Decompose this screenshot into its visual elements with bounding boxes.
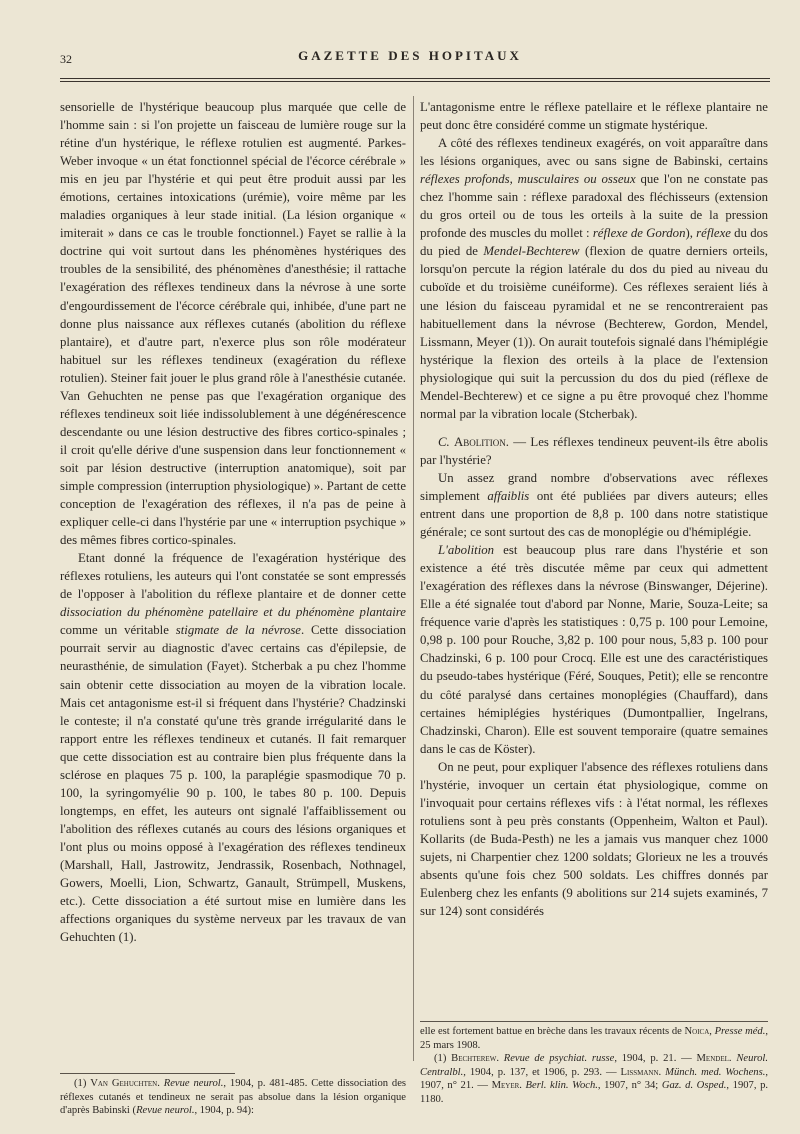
text-run: , 1907, p. 1180. <box>420 1080 769 1105</box>
left-column <box>60 98 406 946</box>
text-run: . <box>519 1080 526 1092</box>
journal-title: GAZETTE DES HOPITAUX <box>298 48 522 63</box>
footnote-journal: Revue neurol. <box>136 1105 195 1117</box>
italic-run: L'abolition <box>438 543 495 558</box>
right-column <box>420 98 768 920</box>
text-run: , 1904, p. 481-485. Cette dissociation des réflexes cutanés et tendineux ne serait pas absolue dans la lésion organique d'après Babinski ( <box>60 1078 407 1117</box>
text-run: , 1904, p. 94): <box>194 1105 254 1117</box>
running-header <box>60 48 760 68</box>
text-run: . <box>496 1053 504 1065</box>
footnote-journal: Revue neurol. <box>163 1078 224 1089</box>
section-heading <box>420 433 768 469</box>
italic-run: stigmate de la névrose <box>175 623 301 638</box>
footnote-rule <box>60 1073 235 1074</box>
paragraph <box>420 469 768 541</box>
footnote-author: Bechterew <box>451 1053 497 1065</box>
footnote <box>420 1052 768 1106</box>
footnote-author: Meyer <box>491 1080 520 1092</box>
footnote-journal: Münch. med. Wochens. <box>665 1066 766 1078</box>
text-run: . — Les réflexes tendineux peuvent-ils être abolis par l'hystérie? <box>420 434 768 467</box>
footnote-rule <box>420 1021 768 1022</box>
footnote-author: Lissmann <box>620 1066 659 1078</box>
text-run: , <box>709 1026 715 1037</box>
footnote-journal: Gaz. d. Osped. <box>661 1080 727 1092</box>
text-run: A côté des réflexes tendineux exagérés, on voit apparaître dans les lésions organiques, avec ou sans signe de Babinski, certains <box>420 136 768 169</box>
footnote-left <box>60 1077 406 1118</box>
italic-run: réflexe <box>696 226 731 241</box>
italic-run: réflexes profonds, musculaires ou osseux <box>420 172 636 187</box>
footnote-author: Noica <box>684 1026 710 1037</box>
paragraph <box>420 541 768 758</box>
footnote-author: Mendel <box>696 1053 729 1065</box>
text-run: , 1907, n° 34; <box>597 1080 662 1092</box>
text-run: que l'on ne constate pas chez l'homme sain : réflexe paradoxal des fléchisseurs (extension du gros orteil ou de tous les orteils à la suite de la pression profonde des muscles du mollet : <box>420 172 768 241</box>
paragraph <box>420 134 768 423</box>
text-run: , 25 mars 1908. <box>420 1026 769 1051</box>
header-rule-bottom <box>60 81 770 82</box>
column-separator <box>413 96 414 1061</box>
text-run: . <box>728 1053 737 1065</box>
footnote-journal: Neurol. Centralbl. <box>420 1053 768 1078</box>
text-run: (flexion de quatre derniers orteils, lorsqu'on percute la région latérale du dos du pied au niveau du cuboïde et du troisième cunéiforme). Ces réflexes seraient liés à une lésion du faisceau pyramidal et ne se rencontreraient pas habituellement dans la névrose (Bechterew, Gordon, Mendel, Lissmann, Meyer (1)). On aurait toutefois signalé dans l'hémiplégie hystérique la flexion des orteils à la place de l'extension physiologique qui suit la percussion du dos du pied (réflexe de Mendel-Bechterew) et ce signe a pu être provoqué chez l'homme normal par la vibration locale (Stcherbak). <box>420 244 768 421</box>
paragraph: On ne peut, pour expliquer l'absence des réflexes rotuliens dans l'hystérie, invoquer un certain état physiologique, comme on l'invoquait pour certains réflexes vifs : à l'état normal, les réflexes rotuliens sont à peu près constants (Oppenheim, Walton et Paul). Kollarits (de Buda-Pesth) ne les a jamais vus manquer chez 1000 sujets, ni Charpentier chez 1200 soldats; Glorieux ne les a trouvés absents qu'une fois chez 500 soldats. Les chiffres donnés par Eulenberg chez les enfants (9 abolitions sur 214 sujets examinés, 7 sur 124) sont considérés <box>420 759 768 919</box>
text-run: . Cette dissociation pourrait servir au diagnostic d'avec certains cas d'épilepsie, de neurasthénie, de simulation (Fayet). Stcherbak a pu chez l'homme sain obtenir cette dissociation au moyen de la vibration locale. Mais cet antagonisme est-il si fréquent dans l'hystérie? Chadzinski le conteste; il n'a constaté qu'une très grande irrégularité dans le rapport entre les réflexes tendineux et cutanés. Il fait remarquer que cette dissociation est au contraire bien plus fréquente dans la sclérose en plaques 75 p. 100, la paraplégie spasmodique 70 p. 100, la syringomyélie 90 p. 100, le tabes 80 p. 100. Depuis longtemps, en effet, les auteurs ont signalé l'affaiblissement ou l'abolition des réflexes cutanés au cours des lésions organiques et l'ont plus ou moins opposé à l'exagération des réflexes tendineux (Marshall, Hall, Jastrowitz, Jendrassik, Rosenbach, Nothnagel, Gowers, Moelli, Lion, Schwartz, Ganault, Strümpell, Muskens, etc.). Cette dissociation a été surtout mise en lumière dans les affections organiques du système nerveux par les travaux de van Gehuchten (1). <box>60 623 406 945</box>
text-run: elle est fortement battue en brèche dans les travaux récents de <box>420 1026 685 1037</box>
section-title: Abolition <box>454 434 506 449</box>
text-run: ont été publiées par divers auteurs; elles entrent dans une proportion de 8,8 p. 100 dans notre statistique générale; ce sont surtout des cas de monoplégie ou d'hémiplégie. <box>420 488 768 540</box>
footnote-continued <box>420 1025 768 1052</box>
footnote-journal: Revue de psychiat. russe <box>503 1053 615 1065</box>
footnote-right <box>420 1025 768 1107</box>
footnote-marker: (1) <box>434 1053 452 1065</box>
footnote-journal: Berl. klin. Woch. <box>525 1080 598 1092</box>
text-run: , 1904, p. 21. — <box>614 1053 697 1065</box>
text-run: comme un véritable <box>60 623 176 638</box>
italic-run: dissociation du phénomène patellaire et du phénomène plantaire <box>60 605 406 620</box>
text-run: du dos du pied de <box>420 226 768 259</box>
footnote: (1) Van Gehuchten. Revue neurol., 1904, p. 481-485. Cette dissociation des réflexes cutanés et tendineux ne serait pas absolue dans la lésion organique d'après Babinski (Revue neurol., 1904, p. 94): <box>60 1078 407 1117</box>
text-run: , 1907, n° 21. — <box>420 1066 768 1092</box>
page-number: 32 <box>60 52 72 66</box>
italic-run: réflexe de Gordon <box>592 226 686 241</box>
italic-run: Mendel-Bechterew <box>483 244 580 259</box>
italic-run: affaiblis <box>487 488 530 503</box>
footnote-journal: Presse méd. <box>714 1026 766 1037</box>
text-run: Etant donné la fréquence de l'exagération hystérique des réflexes rotuliens, les auteurs qui l'ont constatée se sont empressés de l'opposer à l'abolition du réflexe plantaire et de donner cette <box>60 551 406 602</box>
paragraph: sensorielle de l'hystérique beaucoup plus marquée que celle de l'homme sain : si l'on projette un faisceau de lumière rouge sur la rétine d'un hystérique, le réflexe rotulien est augmenté. Parkes-Weber invoque « un état fonctionnel spécial de l'écorce cérébrale » mis en jeu par l'hystérie et qui peut être produit aussi par les émotions, certaines intoxications (urémie), voire même par les maladies organiques à leur stade initial. (La lésion organique « imiterait » dans ce cas le trouble fonctionnel.) Fayet se rallie à la doctrine qui voit surtout dans les phénomènes hystériques des troubles de la sensibilité, des phénomènes d'anesthésie; il rattache l'exagération des réflexes tendineux dans la névrose à une sorte d'engourdissement de l'écorce cérébrale qui, inhibée, d'une part ne donne plus naissance aux réflexes cutanés (abolition du réflexe plantaire), et d'autre part, n'exerce plus son rôle modérateur habituel sur les réflexes tendineux (exagération du réflexe rotulien). Steiner fait jouer le plus grand rôle à l'anesthésie cutanée. Van Gehuchten ne pense pas que l'exagération organique des réflexes tendineux soit liée indissolublement à une dégénérescence descendante ou une lésion destructive des fibres cortico-spinales ; il croit qu'elle dérive d'une suspension dans leur fonctionnement « soit par lésion destructive (interruption anatomique), soit par simple compression (interruption physiologique) ». Partant de cette conception de l'exagération des réflexes, il n'a pas de peine à expliquer celle-ci dans l'hystérie par une « interruption psychique » des mêmes fibres cortico-spinales. <box>60 100 406 548</box>
text-run: . <box>658 1066 666 1078</box>
text-run: ), <box>685 226 697 241</box>
footnote-marker: (1) <box>74 1078 91 1089</box>
text-run: Un assez grand nombre d'observations avec réflexes simplement <box>420 470 768 503</box>
paragraph <box>60 549 406 946</box>
text-run: , 1904, p. 137, et 1906, p. 293. — <box>463 1066 621 1078</box>
paragraph: L'antagonisme entre le réflexe patellaire et le réflexe plantaire ne peut donc être considéré comme un stigmate hystérique. <box>420 100 768 133</box>
footnote-author: Van Gehuchten <box>90 1078 158 1089</box>
text-run: est beaucoup plus rare dans l'hystérie et son existence a été très discutée même par ceux qui admettent l'exagération des réflexes dans la névrose (Binswanger, Déjerine). Elle a été signalée tout d'abord par Nonne, Marie, Souza-Leite; sa fréquence varie d'après les statistiques : 0,75 p. 100 pour Lemoine, 0,98 p. 100 pour Rouche, 3,82 p. 100 pour nous, 5,83 p. 100 pour Chadzinski, 6 p. 100 pour Crocq. Elle est une des caractéristiques du pseudo-tabes hystérique (Féré, Souques, Petit); elle se rencontre du côté paralysé dans certaines monoplégies (Chauffard), dans certaines hémiplégies hystériques (Dumontpallier, Ingelrans, Chadzinski, Charon). Elle est souvent temporaire (quatre semaines dans le cas de Köster). <box>420 543 768 756</box>
section-letter: C. <box>438 434 455 449</box>
header-rule-top <box>60 78 770 79</box>
